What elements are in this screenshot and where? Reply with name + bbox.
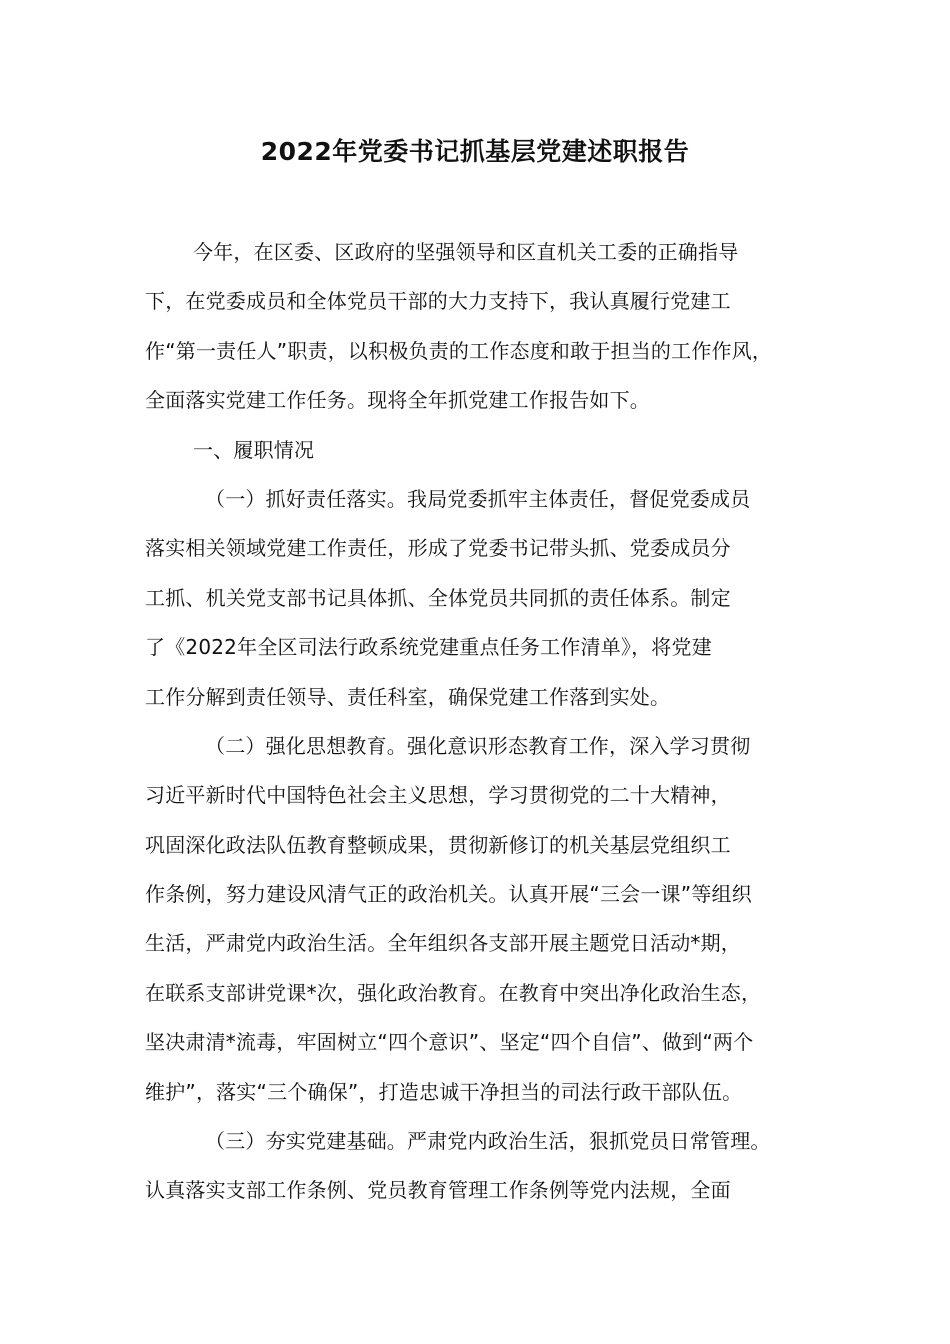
paragraph-line: 认真落实支部工作条例、党员教育管理工作条例等党内法规，全面 [145,1178,731,1203]
paragraph-line: 作“第一责任人”职责，以积极负责的工作态度和敢于担当的工作作风， [145,338,773,363]
paragraph-line: 工抓、机关党支部书记具体抓、全体党员共同抓的责任体系。制定 [145,585,731,610]
paragraph-line: 坚决肃清*流毒，牢固树立“四个意识”、坚定“四个自信”、做到“两个 [145,1030,754,1055]
paragraph-line: 落实相关领域党建工作责任，形成了党委书记带头抓、党委成员分 [145,536,731,561]
paragraph-line: （一）抓好责任落实。我局党委抓牢主体责任，督促党委成员 [205,486,751,511]
paragraph-line: （二）强化思想教育。强化意识形态教育工作，深入学习贯彻 [205,733,751,758]
paragraph-line: 在联系支部讲党课*次，强化政治教育。在教育中突出净化政治生态， [145,980,762,1005]
paragraph-line: 了《2022年全区司法行政系统党建重点任务工作清单》，将党建 [145,635,712,660]
paragraph-line: 作条例，努力建设风清气正的政治机关。认真开展“三会一课”等组织 [145,882,752,907]
paragraph-line: 维护”，落实“三个确保”，打造忠诚干净担当的司法行政干部队伍。 [145,1079,743,1104]
paragraph-line: 下，在党委成员和全体党员干部的大力支持下，我认真履行党建工 [145,289,731,314]
paragraph-line: 今年，在区委、区政府的坚强领导和区直机关工委的正确指导 [193,240,739,264]
paragraph-line: 习近平新时代中国特色社会主义思想，学习贯彻党的二十大精神， [145,783,731,808]
paragraph-line: 生活，严肃党内政治生活。全年组织各支部开展主题党日活动*期， [145,931,741,956]
section-heading: 一、履职情况 [193,437,315,462]
paragraph-line: （三）夯实党建基础。严肃党内政治生活，狠抓党员日常管理。 [205,1129,771,1154]
paragraph-line: 工作分解到责任领导、责任科室，确保党建工作落到实处。 [145,684,671,709]
paragraph-line: 巩固深化政法队伍教育整顿成果，贯彻新修订的机关基层党组织工 [145,832,731,857]
paragraph-line: 全面落实党建工作任务。现将全年抓党建工作报告如下。 [145,388,650,413]
document-body [145,228,835,1216]
document-title: 2022年党委书记抓基层党建述职报告 [260,137,690,166]
